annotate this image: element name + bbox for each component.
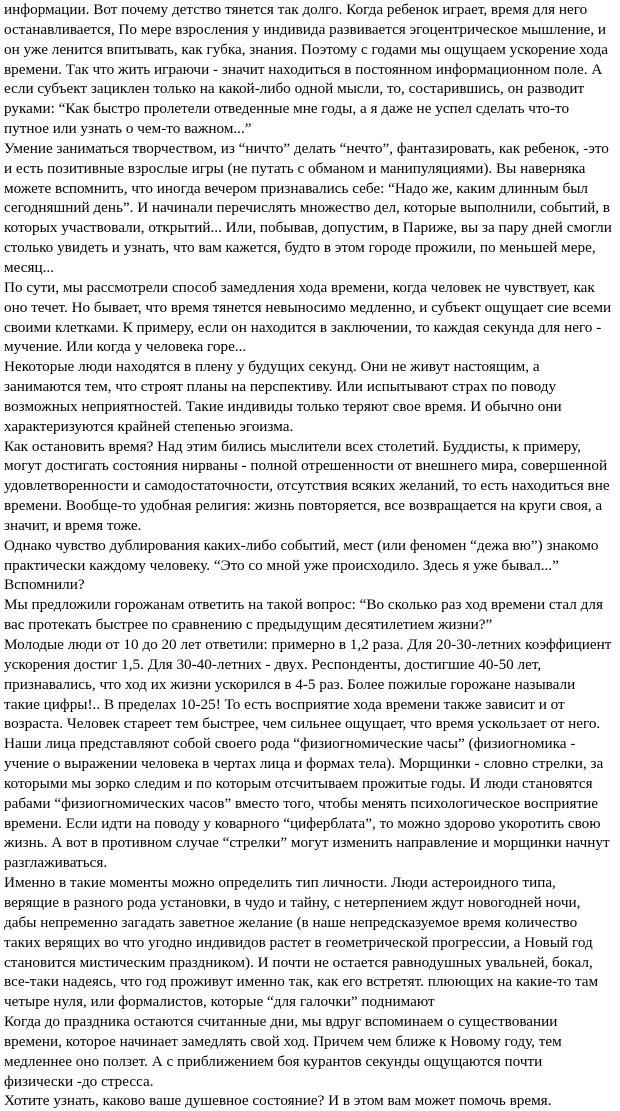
paragraph-9: Наши лица представляют собой своего рода “физиогномические часы” (физиогномика - учение о выражении человека в чертах лица и формах тела). Морщинки - словно стрелки, за которыми мы зорко следим и по которым отсчитываем прожитые годы. И люди становятся рабами “физиогномических часов” вместо того, чтобы менять психологическое восприятие времени. Если идти на поводу у коварного “циферблата”, то можно здорово укоротить свою жизнь. А вот в противном случае “стрелки” могут изменить направление и морщинки начнут разглаживаться. <box>4 735 610 872</box>
paragraph-1: информации. Вот почему детство тянется так долго. Когда ребенок играет, время для него останавливается, По мере взросления у индивида развивается эгоцентрическое мышление, и он уже ленится впитывать, как губка, знания. Поэтому с годами мы ощущаем ускорение хода времени. Так что жить играючи - значит находиться в постоянном информационном поле. А если субъект зациклен только на какой-либо одной мысли, то, состарившись, он разводит руками: “Как быстро пролетели отведенные мне годы, а я даже не успел сделать что-то путное или узнать о чем-то важном...” <box>4 1 608 138</box>
paragraph-6: Однако чувство дублирования каких-либо событий, мест (или феномен “дежа вю”) знакомо практически каждому человеку. “Это со мной уже происходило. Здесь я уже бывал...” Вспомнили? <box>4 536 599 594</box>
paragraph-5: Как остановить время? Над этим бились мыслители всех столетий. Буддисты, к примеру, могут достигать состояния нирваны - полной отрешенности от внешнего мира, совершенной удовлетворенности и самодостаточности, отсутствия всяких желаний, то есть находиться вне времени. Вообще-то удобная религия: жизнь повторяется, все возвращается на круги своя, а значит, и время тоже. <box>4 437 610 534</box>
paragraph-8: Молодые люди от 10 до 20 лет ответили: примерно в 1,2 раза. Для 20-30-летних коэффициент ускорения достиг 1,5. Для 30-40-летних - двух. Респонденты, достигшие 40-50 лет, признавались, что ход их жизни ускорился в 4-5 раз. Более пожилые горожане называли такие цифры!.. В пределах 10-25! То есть восприятие хода времени также зависит и от возраста. Человек стареет тем быстрее, чем сильнее ощущает, что время ускользает от него. <box>4 636 612 733</box>
paragraph-2: Умение заниматься творчеством, из “ничто” делать “нечто”, фантазировать, как ребенок, -это и есть позитивные взрослые игры (не путать с обманом и манипуляциями). Вы наверняка можете вспомнить, что иногда вечером признавались себе: “Надо же, каким длинным был сегодняшний день”. И начинали перечислять множество дел, которые выполнили, событий, в которых участвовали, открытий... Или, побывав, допустим, в Париже, вы за пару дней смогли столько увидеть и узнать, что вам кажется, будто в этом городе прожили, по меньшей мере, месяц... <box>4 139 612 276</box>
paragraph-4: Некоторые люди находятся в плену у будущих секунд. Они не живут настоящим, а занимаются тем, что строят планы на перспективу. Или испытывают страх по поводу возможных неприятностей. Такие индивиды только теряют свое время. И обычно они характеризуются крайней степенью эгоизма. <box>4 358 562 435</box>
paragraph-3: По сути, мы рассмотрели способ замедления хода времени, когда человек не чувствует, как оно течет. Но бывает, что время тянется невыносимо медленно, и субъект ощущает сие всеми своими клетками. К примеру, если он находится в заключении, то каждая секунда для него - мучение. Или когда у человека горе... <box>4 278 612 356</box>
paragraph-12: Хотите узнать, каково ваше душевное состояние? И в этом вам может помочь время. <box>4 1092 552 1110</box>
paragraph-7: Мы предложили горожанам ответить на такой вопрос: “Во сколько раз ход времени стал для вас протекать быстрее по сравнению с предыдущим десятилетием жизни?” <box>4 596 603 634</box>
paragraph-10: Именно в такие моменты можно определить тип личности. Люди астероидного типа, верящие в разного рода установки, в чудо и тайну, с нетерпением ждут новогодней ночи, дабы непременно загадать заветное желание (в наше непредсказуемое время количество таких верящих во что угодно индивидов растет в геометрической прогрессии, а Новый год становится мистическим праздником). И почти не остается равнодушных увальней, бокал, все-таки надеясь, что год проживут именно так, как его встретят. плюющих на какие-то там четыре нуля, или формалистов, которые “для галочки” поднимают <box>4 874 599 1011</box>
paragraph-11: Когда до праздника остаются считанные дни, мы вдруг вспоминаем о существовании времени, которое начинает замедлять свой ход. Причем чем ближе к Новому году, тем медленнее оно ползет. А с приближением боя курантов секунды ощущаются почти физически -до стресса. <box>4 1013 562 1090</box>
